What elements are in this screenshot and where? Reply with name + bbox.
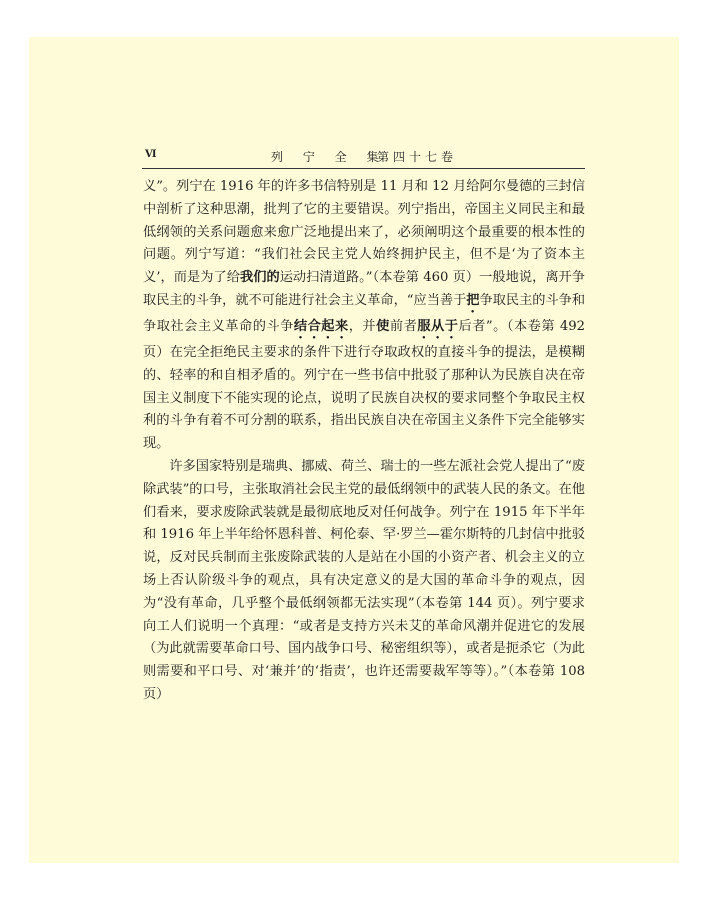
emphasis-subordinate: 服从于 [417,318,459,334]
paragraph-2: 许多国家特别是瑞典、挪威、荷兰、瑞士的一些左派社会党人提出了“废除武装”的口号，主张取消社会民主党的最低纲领中的武装人民的条文。在他们看来，要求废除武装就是最彻底地反对任何战争。列宁在 1915 年下半年和 1916 年上半年给怀恩科普、柯伦泰、罕·罗兰—霍尔斯特的几封信中批驳说，反对民兵制而主张废除武装的人是站在小国的小资产者、机会主义的立场上否认阶级斗争的观点，具有决定意义的是大国的革命斗争的观点，因为“没有革命，几乎整个最低纲领都无法实现”（本卷第 144 页）。列宁要求向工人们说明一个真理：“或者是支持方兴未艾的革命风潮并促进它的发展（为此就需要革命口号、国内战争口号、秘密组织等），或者是扼杀它（为此则需要和平口号、对‘兼并’的‘指责’，也许还需要裁军等等）。”（本卷第 108 页） [143,458,585,702]
emphasis-ba: 把 [466,292,480,308]
paragraph-1-text-1: 义”。列宁在 1916 年的许多书信特别是 11 月和 12 月给阿尔曼德的三封信中剖析了这种思潮，批判了它的主要错误。列宁指出，帝国主义同民主和最低纲领的关系问题愈来愈广泛地提出来了，必须阐明这个最重要的根本性的问题。列宁写道：“我们社会民主党人始终拥护民主，但不是‘为了资本主义’，而是为了给 [143,179,585,286]
emphasis-combine: 结合起来 [293,318,349,334]
page-number: Ⅵ [145,149,157,160]
paragraph-1-text-4: ，并 [348,318,377,334]
body-text [143,176,585,707]
paragraph-1-text-5: 前者 [389,318,418,334]
paragraph-1 [143,176,585,456]
book-title: 列 宁 全 集 [271,150,387,164]
emphasis-make: 使 [376,318,390,334]
running-header [145,146,585,164]
volume-label: 第四十七卷 [377,150,458,164]
header-rule [142,168,585,169]
paragraph-1-text-2: 运动扫清道路。”（本卷第 460 页）一般地说，离开争取民主的斗争，就不可能进行社会主义革命，“应当善于 [143,270,585,308]
emphasis-our: 我们的 [239,270,280,286]
paragraph-1-text-3: 争取民主的斗争和争取社会主义革命的斗争 [143,292,586,334]
paragraph-1-text-6: 后者”。（本卷第 492 页）在完全拒绝民主要求的条件下进行夺取政权的直接斗争的提法，是模糊的、轻率的和自相矛盾的。列宁在一些书信中批驳了那种认为民族自决在帝国主义制度下不能实现的论点，说明了民族自决权的要求同整个争取民主权利的斗争有着不可分割的联系，指出民族自决在帝国主义条件下完全能够实现。 [143,318,586,452]
